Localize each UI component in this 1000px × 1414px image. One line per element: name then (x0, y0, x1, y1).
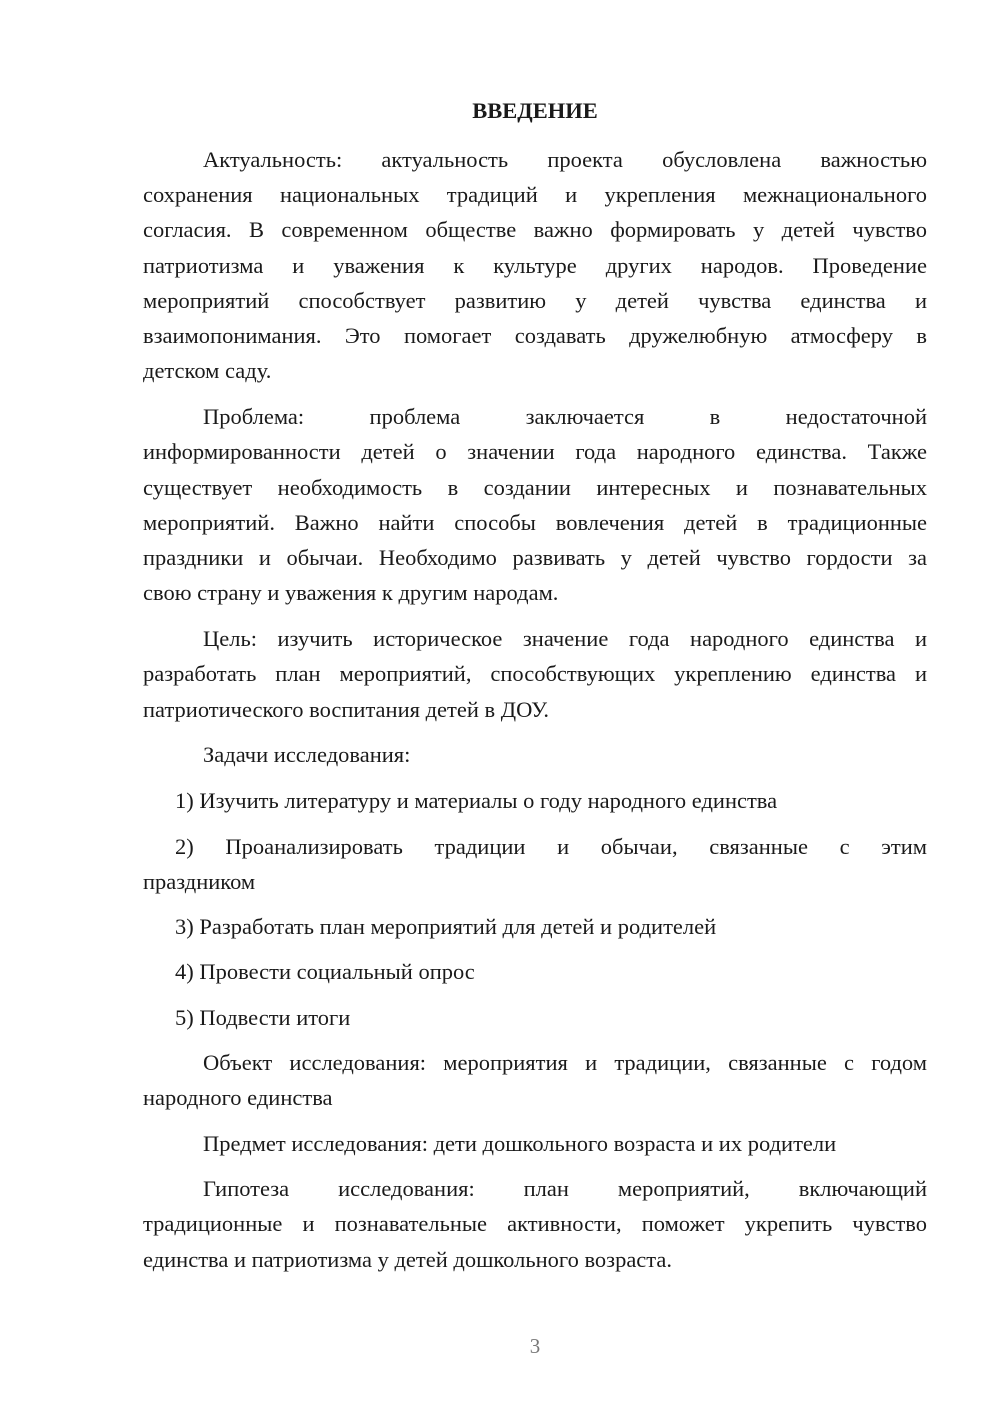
text-line: Актуальность: актуальность проекта обусловлена важностью (203, 147, 927, 172)
list-item: 2) Проанализировать традиции и обычаи, связанные с этим (175, 834, 927, 859)
text-line: разработать план мероприятий, способствующих укреплению единства и (143, 661, 927, 686)
list-item: 3) Разработать план мероприятий для детей и родителей (175, 914, 717, 939)
text-line: согласия. В современном обществе важно формировать у детей чувство (143, 217, 927, 242)
section-title: ВВЕДЕНИЕ (472, 98, 598, 123)
text-line: Объект исследования: мероприятия и традиции, связанные с годом (203, 1050, 927, 1075)
text-line: свою страну и уважения к другим народам. (143, 580, 559, 605)
text-line: Проблема: проблема заключается в недостаточной (203, 404, 927, 429)
text-line: Гипотеза исследования: план мероприятий, включающий (203, 1176, 927, 1201)
text-line: народного единства (143, 1085, 333, 1110)
list-item-continuation: праздником (143, 869, 256, 894)
text-line: традиционные и познавательные активности, поможет укрепить чувство (143, 1211, 927, 1236)
text-line: мероприятий. Важно найти способы вовлечения детей в традиционные (143, 510, 927, 535)
list-item: 5) Подвести итоги (175, 1005, 351, 1030)
text-line: информированности детей о значении года народного единства. Также (143, 439, 927, 464)
text-line: детском саду. (143, 358, 272, 383)
tasks-heading: Задачи исследования: (203, 742, 411, 767)
text-line: сохранения национальных традиций и укрепления межнационального (143, 182, 927, 207)
text-line: мероприятий способствует развитию у детей чувства единства и (143, 288, 927, 313)
list-item: 4) Провести социальный опрос (175, 959, 475, 984)
list-item: 1) Изучить литературу и материалы о году народного единства (175, 788, 778, 813)
text-line: Цель: изучить историческое значение года народного единства и (203, 626, 927, 651)
text-line: взаимопонимания. Это помогает создавать дружелюбную атмосферу в (143, 323, 927, 348)
page-number: 3 (529, 1334, 541, 1358)
text-line: Предмет исследования: дети дошкольного возраста и их родители (203, 1131, 837, 1156)
text-line: единства и патриотизма у детей дошкольного возраста. (143, 1247, 673, 1272)
text-line: патриотического воспитания детей в ДОУ. (143, 697, 549, 722)
text-line: патриотизма и уважения к культуре других народов. Проведение (143, 253, 927, 278)
text-line: праздники и обычаи. Необходимо развивать у детей чувство гордости за (143, 545, 927, 570)
text-line: существует необходимость в создании интересных и познавательных (143, 475, 927, 500)
